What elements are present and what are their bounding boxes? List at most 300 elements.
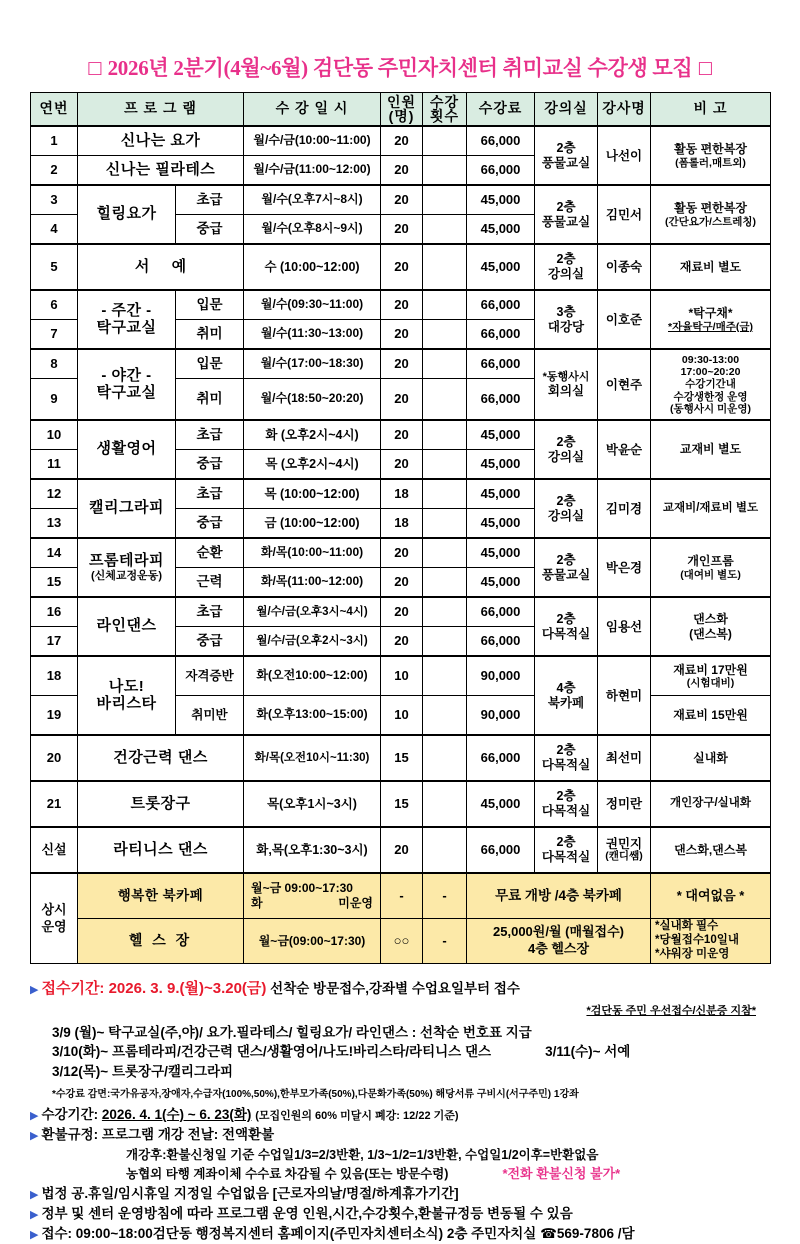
cell-program xyxy=(78,349,176,420)
table-row xyxy=(31,597,771,627)
col-header-note: 비 고 xyxy=(651,93,771,127)
note-day-line-1 xyxy=(30,1023,770,1043)
table-header-row xyxy=(31,93,771,127)
cell-room xyxy=(535,126,598,185)
cell-schedule: 월/수/금(11:00~12:00) xyxy=(244,156,381,186)
room-line1: 2층 xyxy=(556,552,576,567)
cell-count xyxy=(423,827,467,873)
cell-count xyxy=(423,479,467,509)
room-line2: 다목적실 xyxy=(541,804,591,818)
cell-capacity: 10 xyxy=(381,696,423,736)
cell-fee: 66,000 xyxy=(467,349,535,379)
cell-fee: 66,000 xyxy=(467,597,535,627)
cell-level: 중급 xyxy=(176,627,244,657)
day-line-3-text: 3/12(목)~ 트롯장구/캘리그라피 xyxy=(52,1063,234,1079)
note-line2: (시험대비) xyxy=(686,677,735,690)
col-header-capacity: 인원 (명) xyxy=(381,93,423,127)
note-line2: (폼롤러,매트외) xyxy=(675,156,746,169)
cell-note: * 대여없음 * xyxy=(651,873,771,919)
room-line2: 대강당 xyxy=(547,319,585,334)
cell-level: 중급 xyxy=(176,509,244,539)
cell-count xyxy=(423,735,467,781)
note-line1: 댄스화 xyxy=(693,612,728,627)
cell-program: 캘리그라피 xyxy=(78,479,176,538)
schedule-line2-left: 화 xyxy=(251,896,263,910)
cell-note: 댄스화,댄스복 xyxy=(651,827,771,873)
cell-schedule: 월/수(17:00~18:30) xyxy=(244,349,381,379)
teacher-nickname: (캔디쌤) xyxy=(605,850,643,863)
col-header-program: 프 로 그 램 xyxy=(78,93,244,127)
cell-room xyxy=(535,420,598,479)
note-line2: (댄스복) xyxy=(689,626,732,641)
room-line1: 2층 xyxy=(556,434,576,449)
program-line2: 탁구교실 xyxy=(96,318,157,336)
cell-program: 생활영어 xyxy=(78,420,176,479)
cell-fee: 66,000 xyxy=(467,290,535,320)
room-line1: *동행사시 xyxy=(542,370,590,383)
cell-note xyxy=(651,126,771,185)
cell-note xyxy=(651,349,771,420)
policy-note-text: 정부 및 센터 운영방침에 따라 프로그램 운영 인원,시간,수강횟수,환불규정등 변동될 수 있음 xyxy=(41,1206,573,1222)
cell-program: 서 예 xyxy=(78,244,244,290)
cell-level: 취미반 xyxy=(176,696,244,736)
holiday-note-text: 법정 공.휴일/임시휴일 지정일 수업없음 [근로자의날/명절/하계휴가기간] xyxy=(41,1186,459,1202)
cell-capacity: - xyxy=(381,873,423,919)
footer-notes xyxy=(30,978,770,1244)
room-line1: 3층 xyxy=(556,304,576,319)
cell-note: 교재비 별도 xyxy=(651,420,771,479)
cell-capacity: 20 xyxy=(381,320,423,350)
cell-fee: 45,000 xyxy=(467,215,535,245)
bullet-icon: ▶ xyxy=(30,1189,39,1202)
cell-teacher: 정미란 xyxy=(598,781,651,827)
registration-period-label: 접수기간: 2026. 3. 9.(월)~3.20(금) xyxy=(41,980,267,997)
note-line1: *실내화 필수 xyxy=(655,920,719,933)
room-line1: 2층 xyxy=(556,611,576,626)
cell-level: 입문 xyxy=(176,290,244,320)
cell-no: 9 xyxy=(31,379,78,421)
cell-count xyxy=(423,538,467,568)
cell-no: 19 xyxy=(31,696,78,736)
cell-note: 재료비 별도 xyxy=(651,244,771,290)
cell-count xyxy=(423,290,467,320)
cell-note: 교재비/재료비 별도 xyxy=(651,479,771,538)
cell-count xyxy=(423,696,467,736)
always-open-label-line1: 상시 xyxy=(41,902,67,918)
table-row xyxy=(31,781,771,827)
cell-no: 1 xyxy=(31,126,78,156)
cell-level: 초급 xyxy=(176,479,244,509)
cell-count xyxy=(423,450,467,480)
bullet-icon: ▶ xyxy=(30,984,39,996)
cell-no: 4 xyxy=(31,215,78,245)
cell-count xyxy=(423,320,467,350)
cell-schedule: 목(오후1시~3시) xyxy=(244,781,381,827)
cell-capacity: 20 xyxy=(381,185,423,215)
note-line2: 17:00~20:20 xyxy=(680,366,741,379)
cell-no: 6 xyxy=(31,290,78,320)
cell-schedule: 월/수/금(오후2시~3시) xyxy=(244,627,381,657)
cell-fee: 45,000 xyxy=(467,185,535,215)
cell-capacity: 18 xyxy=(381,509,423,539)
cell-program: 트롯장구 xyxy=(78,781,244,827)
col-header-count: 수강 횟수 xyxy=(423,93,467,127)
note-line1: 재료비 17만원 xyxy=(673,662,748,677)
fee-info-line1: 25,000원/월 (매월접수) xyxy=(493,924,625,940)
cell-fee-info: 무료 개방 /4층 북카페 xyxy=(467,873,651,919)
cell-no: 12 xyxy=(31,479,78,509)
room-line1: 2층 xyxy=(556,199,576,214)
room-line2: 다목적실 xyxy=(541,758,591,772)
note-policy xyxy=(30,1204,770,1224)
room-line2: 북카페 xyxy=(547,695,585,710)
cell-room xyxy=(535,244,598,290)
refund-line-3: 농협외 타행 계좌이체 수수료 차감될 수 있음(또는 방문수령) xyxy=(126,1167,449,1182)
cell-capacity: 20 xyxy=(381,568,423,598)
always-open-label xyxy=(31,873,78,964)
cell-no: 21 xyxy=(31,781,78,827)
cell-fee: 66,000 xyxy=(467,126,535,156)
page-title xyxy=(30,52,770,82)
cell-schedule: 화/목(오전10시~11:30) xyxy=(244,735,381,781)
col-header-room: 강의실 xyxy=(535,93,598,127)
cell-teacher: 김민서 xyxy=(598,185,651,244)
cell-room xyxy=(535,735,598,781)
cell-note xyxy=(651,538,771,597)
col-header-schedule: 수 강 일 시 xyxy=(244,93,381,127)
table-row xyxy=(31,126,771,156)
note-line1: *탁구채* xyxy=(688,306,733,321)
cell-no: 5 xyxy=(31,244,78,290)
note-line5: (동행사시 미운영) xyxy=(670,402,751,415)
cell-schedule: 화(오전10:00~12:00) xyxy=(244,656,381,696)
col-header-teacher: 강사명 xyxy=(598,93,651,127)
room-line2: 풍물교실 xyxy=(541,214,591,229)
day-line-2-text: 3/10(화)~ 프롬테라피/건강근력 댄스/생활영어/나도!바리스타/라티니스 댄스 xyxy=(52,1044,492,1060)
cell-fee: 90,000 xyxy=(467,656,535,696)
cell-schedule xyxy=(244,873,381,919)
cell-schedule: 목 (10:00~12:00) xyxy=(244,479,381,509)
cell-fee: 66,000 xyxy=(467,735,535,781)
cell-count xyxy=(423,781,467,827)
cell-schedule: 월/수(09:30~11:00) xyxy=(244,290,381,320)
cell-room xyxy=(535,349,598,420)
refund-line-2: 개강후:환불신청일 기준 수업일1/3=2/3반환, 1/3~1/2=1/3반환, 수업일1/2이후=반환없음 xyxy=(126,1147,599,1162)
page-title-wrap xyxy=(30,0,770,92)
cell-schedule: 월/수/금(오후3시~4시) xyxy=(244,597,381,627)
day-line-1-text: 3/9 (월)~ 탁구교실(주,야)/ 요가.필라테스/ 힐링요가/ 라인댄스 : 선착순 번호표 지급 xyxy=(52,1024,532,1040)
table-row xyxy=(31,735,771,781)
cell-capacity: 20 xyxy=(381,244,423,290)
room-line2: 다목적실 xyxy=(541,626,591,641)
schedule-line2-right: 미운영 xyxy=(338,896,374,910)
room-line2: 회의실 xyxy=(547,383,585,398)
cell-note: 실내화 xyxy=(651,735,771,781)
cell-schedule: 목 (오후2시~4시) xyxy=(244,450,381,480)
cell-note: 개인장구/실내화 xyxy=(651,781,771,827)
bullet-icon: ▶ xyxy=(30,1229,39,1242)
table-row xyxy=(31,538,771,568)
cell-teacher: 하현미 xyxy=(598,656,651,735)
cell-count xyxy=(423,379,467,421)
cell-capacity: 20 xyxy=(381,538,423,568)
note-line1: 활동 편한복장 xyxy=(674,142,747,157)
priority-note-text: *검단동 주민 우선접수/신분증 지참* xyxy=(586,1004,756,1017)
cell-teacher: 최선미 xyxy=(598,735,651,781)
room-line2: 강의실 xyxy=(547,267,585,281)
always-open-label-line2: 운영 xyxy=(41,918,67,934)
cell-schedule: 화/목(11:00~12:00) xyxy=(244,568,381,598)
refund-line-1: 프로그램 개강 전날: 전액환불 xyxy=(101,1126,275,1142)
note-line1: 09:30-13:00 xyxy=(681,354,740,367)
program-line1: - 주간 - xyxy=(101,301,152,319)
cell-level: 순환 xyxy=(176,538,244,568)
cell-no: 18 xyxy=(31,656,78,696)
course-period-label: 수강기간: xyxy=(41,1106,99,1122)
cell-teacher: 나선이 xyxy=(598,126,651,185)
cell-fee: 66,000 xyxy=(467,320,535,350)
cell-count: - xyxy=(423,919,467,964)
note-refund-title xyxy=(30,1125,770,1145)
program-line2: 바리스타 xyxy=(96,694,157,712)
cell-room xyxy=(535,479,598,538)
room-line2: 풍물교실 xyxy=(541,567,591,582)
cell-fee: 66,000 xyxy=(467,156,535,186)
note-line2: (대여비 별도) xyxy=(680,568,741,581)
cell-program: 행복한 북카페 xyxy=(78,873,244,919)
cell-note xyxy=(651,656,771,696)
table-row xyxy=(31,827,771,873)
cell-level: 자격증반 xyxy=(176,656,244,696)
cell-no: 11 xyxy=(31,450,78,480)
note-course-period xyxy=(30,1105,770,1125)
table-row xyxy=(31,290,771,320)
cell-capacity: 20 xyxy=(381,420,423,450)
cell-schedule: 화 (오후2시~4시) xyxy=(244,420,381,450)
cell-no: 13 xyxy=(31,509,78,539)
cell-schedule: 월/수(18:50~20:20) xyxy=(244,379,381,421)
cell-count xyxy=(423,568,467,598)
program-line1: 나도! xyxy=(108,677,145,695)
cell-level: 취미 xyxy=(176,379,244,421)
room-line1: 4층 xyxy=(556,680,576,695)
cell-fee: 45,000 xyxy=(467,244,535,290)
note-line3: *샤워장 미운영 xyxy=(655,947,730,960)
cell-count xyxy=(423,185,467,215)
cell-room xyxy=(535,185,598,244)
cell-count: - xyxy=(423,873,467,919)
note-line1: 활동 편한복장 xyxy=(674,201,747,216)
cell-fee: 66,000 xyxy=(467,827,535,873)
table-row xyxy=(31,185,771,215)
cell-schedule: 월~금(09:00~17:30) xyxy=(244,919,381,964)
cell-count xyxy=(423,156,467,186)
cell-schedule: 화(오후13:00~15:00) xyxy=(244,696,381,736)
cell-capacity: 20 xyxy=(381,827,423,873)
cell-no: 7 xyxy=(31,320,78,350)
cell-capacity: 20 xyxy=(381,290,423,320)
note-line2: *자율탁구/매주(금) xyxy=(668,320,754,333)
note-day-line-2 xyxy=(30,1042,770,1062)
room-line1: 2층 xyxy=(556,140,576,155)
cell-level: 중급 xyxy=(176,215,244,245)
program-subtitle: (신체교정운동) xyxy=(90,569,163,582)
table-row xyxy=(31,656,771,696)
cell-capacity: 20 xyxy=(381,126,423,156)
cell-schedule: 화/목(10:00~11:00) xyxy=(244,538,381,568)
cell-capacity: 20 xyxy=(381,379,423,421)
cell-fee: 45,000 xyxy=(467,509,535,539)
cell-teacher: 이호준 xyxy=(598,290,651,349)
bullet-icon: ▶ xyxy=(30,1129,39,1142)
cell-no: 17 xyxy=(31,627,78,657)
schedule-line1: 월~금 09:00~17:30 xyxy=(251,881,353,895)
cell-teacher: 박윤순 xyxy=(598,420,651,479)
table-row-always-open xyxy=(31,919,771,964)
cell-level: 초급 xyxy=(176,597,244,627)
cell-no: 20 xyxy=(31,735,78,781)
cell-no: 14 xyxy=(31,538,78,568)
cell-schedule: 월/수(오후7시~8시) xyxy=(244,185,381,215)
cell-room xyxy=(535,827,598,873)
cell-note xyxy=(651,290,771,349)
cell-teacher xyxy=(598,827,651,873)
cell-level: 초급 xyxy=(176,420,244,450)
cell-teacher: 박은경 xyxy=(598,538,651,597)
note-line4: 수강생한정 운영 xyxy=(673,390,748,403)
cell-count xyxy=(423,244,467,290)
cell-no: 3 xyxy=(31,185,78,215)
room-line2: 강의실 xyxy=(547,449,585,464)
title-square-left: □ xyxy=(86,58,103,78)
cell-note xyxy=(651,597,771,656)
cell-program xyxy=(78,656,176,735)
refund-label: 환불규정: xyxy=(41,1126,99,1142)
note-priority xyxy=(30,1000,770,1020)
cell-no: 2 xyxy=(31,156,78,186)
title-text: 2026년 2분기(4월~6월) 검단동 주민자치센터 취미교실 수강생 모집 xyxy=(107,56,693,80)
room-line1: 2층 xyxy=(556,835,576,850)
cell-schedule: 수 (10:00~12:00) xyxy=(244,244,381,290)
cell-capacity: 20 xyxy=(381,215,423,245)
cell-count xyxy=(423,627,467,657)
cell-program: 건강근력 댄스 xyxy=(78,735,244,781)
note-line2: (간단요가/스트레칭) xyxy=(664,215,757,228)
table-row xyxy=(31,244,771,290)
cell-level: 입문 xyxy=(176,349,244,379)
note-refund-line-2 xyxy=(30,1145,770,1165)
room-line1: 2층 xyxy=(556,789,576,804)
note-line2: *당월접수10일내 xyxy=(655,934,739,947)
cell-schedule: 월/수/금(10:00~11:00) xyxy=(244,126,381,156)
course-period-value: 2026. 4. 1(수) ~ 6. 23(화) xyxy=(101,1106,252,1122)
room-line1: 2층 xyxy=(556,743,576,758)
col-header-no: 연번 xyxy=(31,93,78,127)
cell-fee: 66,000 xyxy=(467,627,535,657)
cell-schedule: 화,목(오후1:30~3시) xyxy=(244,827,381,873)
cell-fee: 45,000 xyxy=(467,538,535,568)
cell-teacher: 이현주 xyxy=(598,349,651,420)
note-registration-period xyxy=(30,978,770,1000)
cell-schedule: 금 (10:00~12:00) xyxy=(244,509,381,539)
table-row xyxy=(31,349,771,379)
program-line1: - 야간 - xyxy=(101,366,152,384)
bullet-icon: ▶ xyxy=(30,1109,39,1122)
room-line2: 다목적실 xyxy=(541,850,591,864)
cell-count xyxy=(423,349,467,379)
room-line1: 2층 xyxy=(556,493,576,508)
cell-level: 취미 xyxy=(176,320,244,350)
cell-room xyxy=(535,538,598,597)
cell-level: 초급 xyxy=(176,185,244,215)
cell-room xyxy=(535,597,598,656)
cell-teacher: 이종숙 xyxy=(598,244,651,290)
col-header-fee: 수강료 xyxy=(467,93,535,127)
cell-note: 재료비 15만원 xyxy=(651,696,771,736)
cell-capacity: 18 xyxy=(381,479,423,509)
bullet-icon: ▶ xyxy=(30,1209,39,1222)
table-row xyxy=(31,479,771,509)
course-schedule-table xyxy=(30,92,771,964)
refund-phone-warning: *전화 환불신청 불가* xyxy=(502,1166,621,1182)
cell-teacher: 임용선 xyxy=(598,597,651,656)
cell-room xyxy=(535,656,598,735)
cell-program xyxy=(78,538,176,597)
room-line2: 풍물교실 xyxy=(541,155,591,170)
note-line1: 개인프롬 xyxy=(687,554,734,569)
title-square-right: □ xyxy=(697,58,714,78)
cell-teacher: 김미경 xyxy=(598,479,651,538)
room-line1: 2층 xyxy=(556,252,576,267)
cell-schedule: 월/수(11:30~13:00) xyxy=(244,320,381,350)
cell-no: 10 xyxy=(31,420,78,450)
cell-capacity: 15 xyxy=(381,781,423,827)
cell-program: 신나는 요가 xyxy=(78,126,244,156)
cell-no: 15 xyxy=(31,568,78,598)
cell-count xyxy=(423,420,467,450)
table-row-always-open xyxy=(31,873,771,919)
cell-room xyxy=(535,781,598,827)
registration-period-suffix: 선착순 방문접수,강좌별 수업요일부터 접수 xyxy=(270,981,520,996)
cell-capacity: 10 xyxy=(381,656,423,696)
cell-program: 라티니스 댄스 xyxy=(78,827,244,873)
cell-fee: 66,000 xyxy=(467,379,535,421)
course-period-suffix: (모집인원의 60% 미달시 폐강: 12/22 기준) xyxy=(255,1109,459,1122)
note-line3: 수강기간내 xyxy=(685,378,736,391)
program-name: 프롬테라피 xyxy=(89,551,164,569)
cell-no: 8 xyxy=(31,349,78,379)
cell-fee: 45,000 xyxy=(467,420,535,450)
program-line2: 탁구교실 xyxy=(96,383,157,401)
cell-count xyxy=(423,656,467,696)
cell-schedule: 월/수(오후8시~9시) xyxy=(244,215,381,245)
cell-level: 근력 xyxy=(176,568,244,598)
cell-count xyxy=(423,509,467,539)
cell-fee: 45,000 xyxy=(467,450,535,480)
cell-level: 중급 xyxy=(176,450,244,480)
cell-count xyxy=(423,597,467,627)
note-refund-line-3 xyxy=(30,1164,770,1184)
cell-no: 16 xyxy=(31,597,78,627)
day-line-2-right-text: 3/11(수)~ 서예 xyxy=(545,1044,631,1060)
note-day-line-3 xyxy=(30,1062,770,1082)
cell-capacity: 20 xyxy=(381,627,423,657)
cell-program: 헬 스 장 xyxy=(78,919,244,964)
cell-note xyxy=(651,185,771,244)
table-row xyxy=(31,420,771,450)
note-holiday xyxy=(30,1184,770,1204)
cell-no: 신설 xyxy=(31,827,78,873)
